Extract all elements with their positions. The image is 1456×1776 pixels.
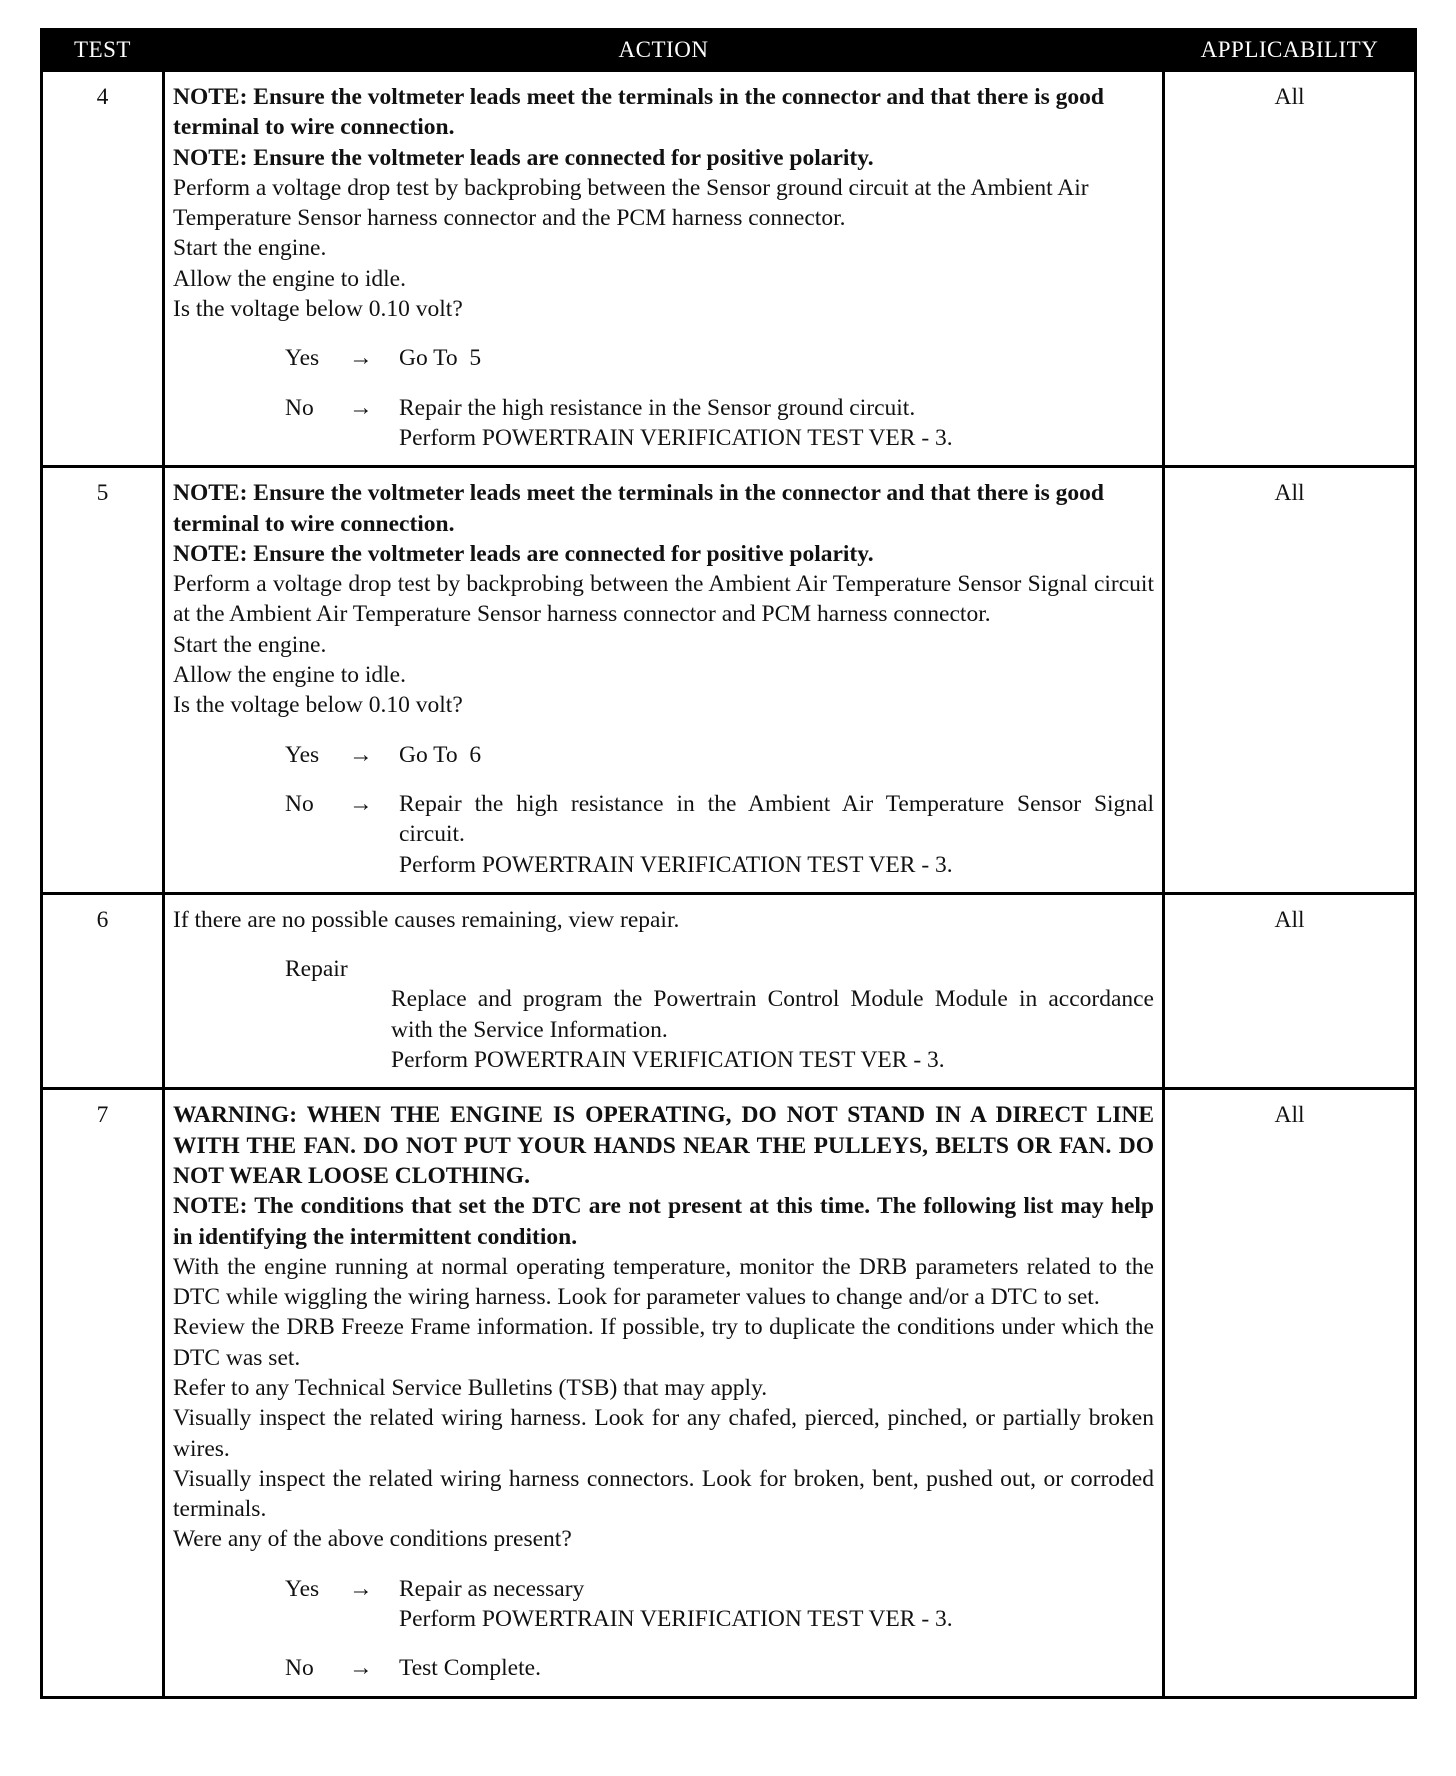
arrow-icon: → [349,394,373,421]
table-header-row [42,30,1416,71]
result-line: Repair the high resistance in the Ambient Air Temperature Sensor Signal circuit. [399,790,1154,848]
yes-branch [173,1574,1154,1635]
yes-result [399,343,1154,373]
action-line: Is the voltage below 0.10 volt? [173,296,463,323]
no-branch [173,393,1154,454]
note-line: NOTE: The conditions that set the DTC are not present at this time. The following list may help in identifying the intermittent condition. [173,1193,1154,1250]
warning-line: WARNING: WHEN THE ENGINE IS OPERATING, DO NOT STAND IN A DIRECT LINE WITH THE FAN. DO NOT PUT YOUR HANDS NEAR THE PULLEYS, BELTS OR FAN. DO NOT WEAR LOOSE CLOTHING. [173,1102,1154,1189]
no-label: No [285,1655,314,1682]
result-line: Test Complete. [399,1655,541,1682]
no-result [399,393,1154,454]
action-line: Were any of the above conditions present? [173,1526,572,1553]
action-cell [164,893,1164,1088]
result-line: Perform POWERTRAIN VERIFICATION TEST VER - 3. [399,424,953,451]
yes-label: Yes [285,345,320,372]
result-line: Go To 5 [399,345,482,372]
arrow-icon: → [349,1655,373,1682]
no-label: No [285,790,314,817]
action-cell [164,467,1164,894]
action-line: Perform a voltage drop test by backprobing between the Ambient Air Temperature Sensor Signal circuit at the Ambient Air Temperature Sensor harness connector and PCM harness connector. [173,571,1154,628]
no-result [399,1653,1154,1683]
arrow-icon: → [349,790,373,817]
action-line: Visually inspect the related wiring harness. Look for any chafed, pierced, pinched, or partially broken wires. [173,1405,1154,1462]
table-row-test-6 [42,893,1416,1088]
result-line: Repair as necessary [399,1575,585,1602]
header-applicability: APPLICABILITY [1164,30,1416,71]
result-line: Perform POWERTRAIN VERIFICATION TEST VER - 3. [399,1606,953,1633]
table-row-test-4 [42,71,1416,467]
test-number: 4 [42,71,164,467]
action-line: Review the DRB Freeze Frame information. If possible, try to duplicate the conditions under which the DTC was set. [173,1314,1154,1371]
applicability-cell: All [1164,1089,1416,1697]
result-line: Perform POWERTRAIN VERIFICATION TEST VER - 3. [399,851,953,878]
action-cell [164,1089,1164,1697]
test-number: 5 [42,467,164,894]
yes-result [399,1574,1154,1635]
no-branch [173,1653,1154,1683]
yes-label: Yes [285,741,320,768]
note-line: NOTE: Ensure the voltmeter leads are connected for positive polarity. [173,144,874,171]
action-line: Is the voltage below 0.10 volt? [173,692,463,719]
result-line: Repair the high resistance in the Sensor ground circuit. [399,394,916,421]
header-test: TEST [42,30,164,71]
yes-branch [173,740,1154,770]
action-line: Visually inspect the related wiring harness connectors. Look for broken, bent, pushed out, or corroded terminals. [173,1465,1154,1523]
action-line: If there are no possible causes remaining, view repair. [173,906,680,933]
no-label: No [285,394,314,421]
action-line: Allow the engine to idle. [173,662,406,689]
arrow-icon: → [349,741,373,768]
no-result [399,789,1154,880]
arrow-icon: → [349,345,373,372]
header-action: ACTION [164,30,1164,71]
action-line: Refer to any Technical Service Bulletins (TSB) that may apply. [173,1374,768,1401]
table-row-test-5 [42,467,1416,894]
arrow-icon: → [349,1575,373,1602]
test-number: 7 [42,1089,164,1697]
diagnostic-test-table [40,28,1417,1699]
repair-line: Perform POWERTRAIN VERIFICATION TEST VER - 3. [391,1047,945,1074]
diagnostic-test-document [40,28,1414,1699]
table-row-test-7 [42,1089,1416,1697]
note-line: NOTE: Ensure the voltmeter leads meet the terminals in the connector and that there is good terminal to wire connection. [173,84,1104,141]
applicability-cell: All [1164,71,1416,467]
result-line: Go To 6 [399,741,482,768]
action-cell [164,71,1164,467]
yes-label: Yes [285,1575,320,1602]
repair-line: Replace and program the Powertrain Control Module Module in accordance with the Service Information. [391,986,1154,1043]
yes-result [399,740,1154,770]
note-line: NOTE: Ensure the voltmeter leads meet the terminals in the connector and that there is good terminal to wire connection. [173,480,1104,537]
action-line: Perform a voltage drop test by backprobing between the Sensor ground circuit at the Ambient Air Temperature Sensor harness connector and the PCM harness connector. [173,174,1089,232]
action-line: Allow the engine to idle. [173,265,406,292]
action-line: With the engine running at normal operating temperature, monitor the DRB parameters related to the DTC while wiggling the wiring harness. Look for parameter values to change and/or a DTC to set. [173,1253,1154,1311]
action-line: Start the engine. [173,235,327,262]
repair-label: Repair [285,956,348,983]
action-line: Start the engine. [173,631,327,658]
no-branch [173,789,1154,880]
note-line: NOTE: Ensure the voltmeter leads are connected for positive polarity. [173,540,874,567]
test-number: 6 [42,893,164,1088]
yes-branch [173,343,1154,373]
applicability-cell: All [1164,893,1416,1088]
applicability-cell: All [1164,467,1416,894]
